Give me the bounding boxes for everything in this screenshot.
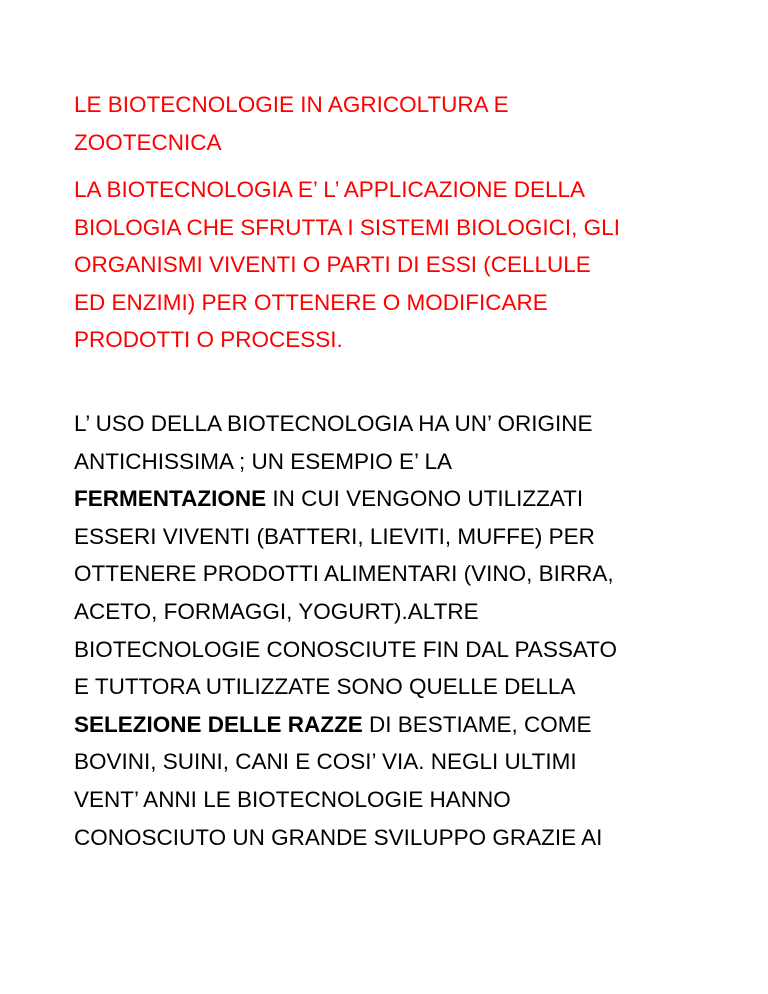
body-line-8: E TUTTORA UTILIZZATE SONO QUELLE DELLA (74, 674, 576, 700)
body-line-2: ANTICHISSIMA ; UN ESEMPIO E’ LA (74, 448, 452, 474)
body-line-10: BOVINI, SUINI, CANI E COSI’ VIA. NEGLI ULTIMI (74, 749, 577, 775)
definition-line-1: LA BIOTECNOLOGIA E’ L’ APPLICAZIONE DELLA (74, 177, 586, 202)
body-line-12: CONOSCIUTO UN GRANDE SVILUPPO GRAZIE AI (74, 824, 603, 850)
selezione-razze-term: SELEZIONE DELLE RAZZE (74, 711, 363, 737)
title-line-2: ZOOTECNICA (74, 129, 222, 155)
body-line-9-rest: DI BESTIAME, COME (362, 711, 592, 737)
definition-line-2: BIOLOGIA CHE SFRUTTA I SISTEMI BIOLOGICI, GLI (74, 214, 620, 240)
body-line-7: BIOTECNOLOGIE CONOSCIUTE FIN DAL PASSATO (74, 636, 618, 662)
document-title (74, 86, 734, 161)
body-line-6: ACETO, FORMAGGI, YOGURT).ALTRE (74, 598, 479, 624)
definition-line-4: ED ENZIMI) PER OTTENERE O MODIFICARE (74, 289, 548, 315)
body-line-5: OTTENERE PRODOTTI ALIMENTARI (VINO, BIRRA, (74, 561, 614, 587)
body-line-4: ESSERI VIVENTI (BATTERI, LIEVITI, MUFFE) PER (74, 523, 595, 549)
definition-line-5: PRODOTTI O PROCESSI. (74, 327, 343, 353)
title-line-1: LE BIOTECNOLOGIE IN AGRICOLTURA E (74, 92, 509, 117)
definition-line-3: ORGANISMI VIVENTI O PARTI DI ESSI (CELLULE (74, 252, 591, 278)
body-paragraph (74, 405, 734, 856)
body-line-9 (74, 706, 734, 744)
definition-paragraph (74, 171, 734, 359)
body-line-3 (74, 480, 734, 518)
fermentazione-term: FERMENTAZIONE (74, 486, 267, 512)
body-line-11: VENT’ ANNI LE BIOTECNOLOGIE HANNO (74, 786, 511, 812)
body-line-3-rest: IN CUI VENGONO UTILIZZATI (266, 486, 584, 512)
body-line-1: L’ USO DELLA BIOTECNOLOGIA HA UN’ ORIGINE (74, 411, 593, 436)
